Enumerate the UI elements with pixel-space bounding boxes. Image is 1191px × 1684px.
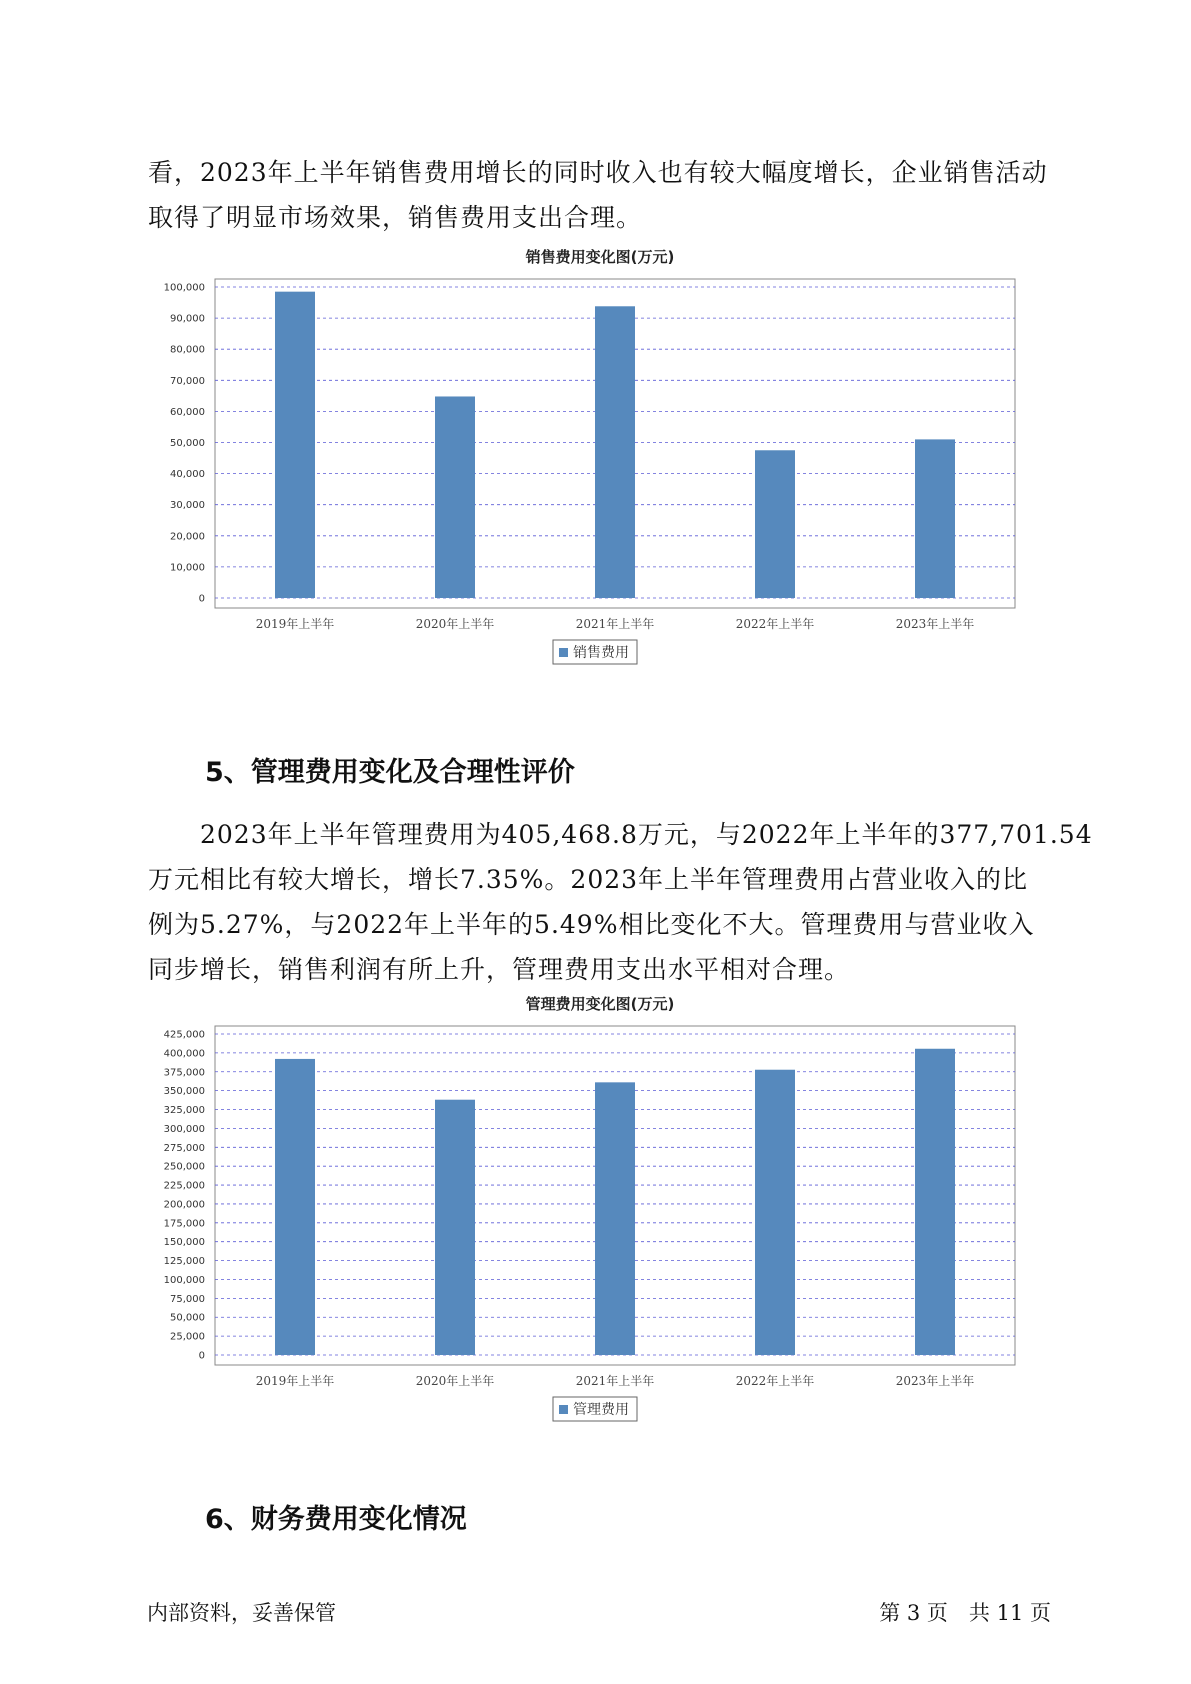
y-tick-label: 50,000 xyxy=(170,1312,205,1324)
x-tick-label: 2021年上半年 xyxy=(575,617,655,631)
legend-label: 管理费用 xyxy=(573,1402,629,1418)
y-tick-label: 30,000 xyxy=(170,500,205,512)
y-tick-label: 0 xyxy=(198,1350,205,1362)
bar xyxy=(595,306,635,598)
y-tick-label: 40,000 xyxy=(170,469,205,481)
section-5-heading: 5、管理费用变化及合理性评价 xyxy=(205,757,575,788)
paragraph-line: 万元相比有较大增长，增长7.35%。2023年上半年管理费用占营业收入的比 xyxy=(148,865,1029,894)
y-tick-label: 150,000 xyxy=(163,1237,205,1249)
bar xyxy=(915,1049,955,1355)
bar xyxy=(755,450,795,598)
y-tick-label: 60,000 xyxy=(170,406,205,418)
paragraph-sales-expense-conclusion: 看，2023年上半年销售费用增长的同时收入也有较大幅度增长，企业销售活动取得了明显市场效果，销售费用支出合理。 xyxy=(148,158,1048,232)
footer-page-number: 第 3 页 共 11 页 xyxy=(879,1601,1051,1625)
y-tick-label: 275,000 xyxy=(163,1142,205,1154)
legend-label: 销售费用 xyxy=(573,645,629,661)
y-tick-label: 325,000 xyxy=(163,1105,205,1117)
y-tick-label: 20,000 xyxy=(170,531,205,543)
bar xyxy=(275,292,315,598)
x-tick-label: 2023年上半年 xyxy=(895,1374,975,1388)
x-tick-label: 2022年上半年 xyxy=(735,617,815,631)
y-tick-label: 100,000 xyxy=(163,1274,205,1286)
y-tick-label: 125,000 xyxy=(163,1256,205,1268)
chart-title: 销售费用变化图(万元) xyxy=(525,248,675,267)
paragraph-line: 例为5.27%，与2022年上半年的5.49%相比变化不大。管理费用与营业收入 xyxy=(148,910,1035,939)
x-tick-label: 2020年上半年 xyxy=(415,1374,495,1388)
y-tick-label: 250,000 xyxy=(163,1161,205,1173)
chart-title: 管理费用变化图(万元) xyxy=(525,995,675,1014)
bar xyxy=(275,1059,315,1355)
y-tick-label: 350,000 xyxy=(163,1086,205,1098)
legend-swatch xyxy=(559,648,568,657)
bar xyxy=(915,439,955,598)
y-tick-label: 175,000 xyxy=(163,1218,205,1230)
y-tick-label: 400,000 xyxy=(163,1048,205,1060)
y-tick-label: 75,000 xyxy=(170,1293,205,1305)
bar xyxy=(595,1082,635,1355)
admin-expense-chart-svg xyxy=(160,995,1020,1472)
bar xyxy=(755,1070,795,1355)
y-tick-label: 25,000 xyxy=(170,1331,205,1343)
footer-confidential-note: 内部资料，妥善保管 xyxy=(147,1601,336,1625)
y-tick-label: 225,000 xyxy=(163,1180,205,1192)
section-6-heading: 6、财务费用变化情况 xyxy=(205,1504,467,1535)
y-tick-label: 200,000 xyxy=(163,1199,205,1211)
sales-expense-chart-svg xyxy=(160,248,1020,715)
y-tick-label: 100,000 xyxy=(163,282,205,294)
y-tick-label: 90,000 xyxy=(170,313,205,325)
x-tick-label: 2021年上半年 xyxy=(575,1374,655,1388)
sales-expense-chart xyxy=(160,248,1020,715)
paragraph-line: 同步增长，销售利润有所上升，管理费用支出水平相对合理。 xyxy=(148,955,851,984)
y-tick-label: 50,000 xyxy=(170,438,205,449)
x-tick-label: 2019年上半年 xyxy=(255,617,335,631)
paragraph-admin-expense-analysis xyxy=(148,812,1093,992)
x-tick-label: 2019年上半年 xyxy=(255,1374,335,1388)
x-tick-label: 2023年上半年 xyxy=(895,617,975,631)
legend-swatch xyxy=(559,1405,568,1414)
bar xyxy=(435,396,475,598)
paragraph-line: 2023年上半年管理费用为405,468.8万元，与2022年上半年的377,701.54 xyxy=(148,820,1093,849)
y-tick-label: 300,000 xyxy=(163,1123,205,1135)
x-tick-label: 2020年上半年 xyxy=(415,617,495,631)
y-tick-label: 375,000 xyxy=(163,1067,205,1079)
y-tick-label: 10,000 xyxy=(170,562,205,574)
y-tick-label: 0 xyxy=(198,593,205,605)
admin-expense-chart xyxy=(160,995,1020,1472)
bar xyxy=(435,1100,475,1355)
y-tick-label: 425,000 xyxy=(163,1029,205,1041)
y-tick-label: 80,000 xyxy=(170,344,205,356)
y-tick-label: 70,000 xyxy=(170,375,205,387)
x-tick-label: 2022年上半年 xyxy=(735,1374,815,1388)
